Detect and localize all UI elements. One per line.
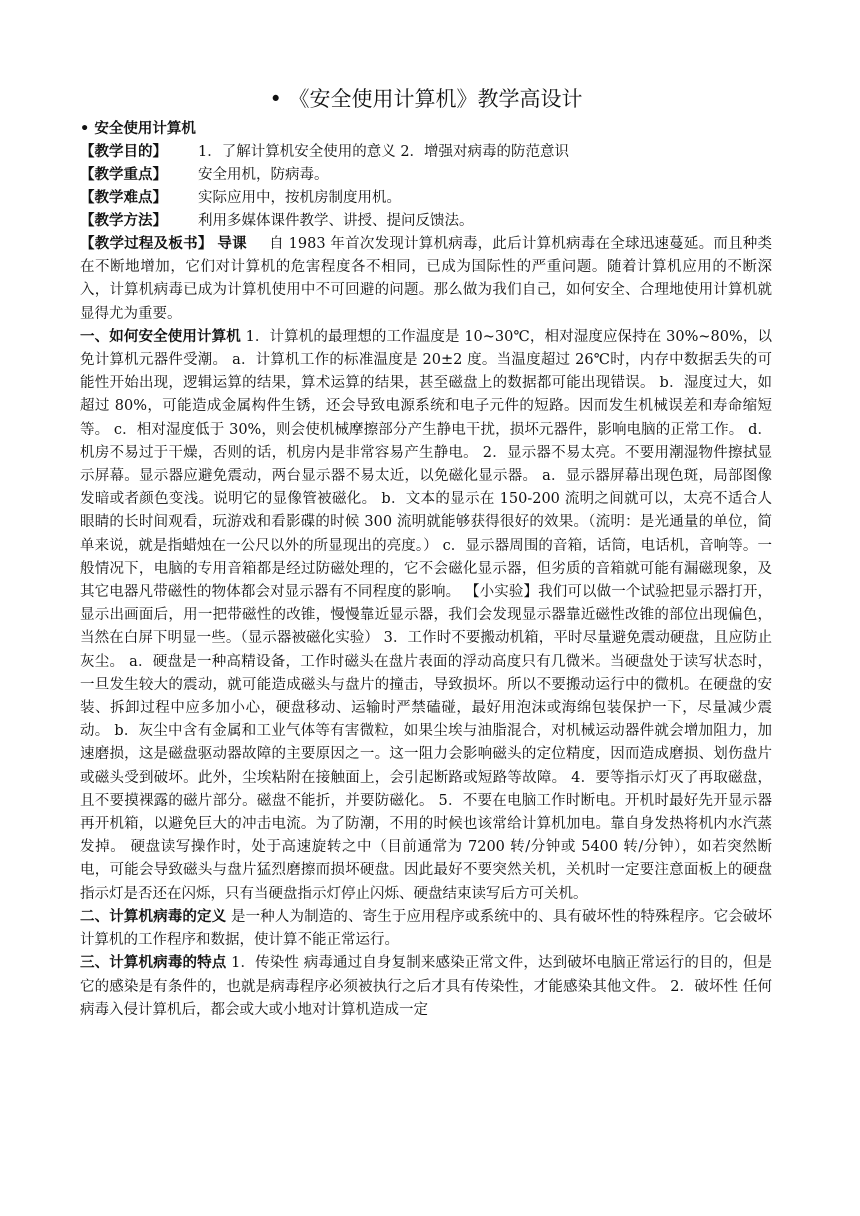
- section-3-heading: 三、计算机病毒的特点: [80, 955, 227, 972]
- key-points-label: 【教学重点】: [80, 167, 167, 183]
- section-2-text: 是一种人为制造的、寄生于应用程序或系统中的、具有破坏性的特殊程序。它会破坏计算机的工作程序和数据，使计算不能正常运行。: [80, 908, 773, 949]
- process-paragraph: [80, 233, 772, 326]
- subtitle-bullet: •: [80, 121, 90, 137]
- document-page: [80, 84, 772, 1022]
- key-points-row: [80, 164, 772, 187]
- title-text: 《安全使用计算机》教学高设计: [288, 87, 583, 111]
- intro-label: 导课: [217, 236, 247, 252]
- process-label: 【教学过程及板书】: [80, 236, 213, 252]
- section-1-heading: 一、如何安全使用计算机: [80, 328, 241, 345]
- methods-label: 【教学方法】: [80, 213, 167, 229]
- methods-text: 利用多媒体课件教学、讲授、提问反馈法。: [198, 213, 474, 229]
- section-2-paragraph: [80, 906, 772, 952]
- subtitle-text: 安全使用计算机: [94, 121, 196, 137]
- document-title: [80, 84, 772, 114]
- difficulties-row: [80, 187, 772, 210]
- subtitle: [80, 118, 772, 141]
- methods-row: [80, 210, 772, 233]
- section-2-heading: 二、计算机病毒的定义: [80, 908, 227, 925]
- key-points-text: 安全用机，防病毒。: [198, 167, 329, 183]
- section-3-text: 1．传染性 病毒通过自身复制来感染正常文件，达到破坏电脑正常运行的目的，但是它的感染是有条件的，也就是病毒程序必须被执行之后才具有传染性，才能感染其他文件。 2．破坏性 任何病毒入侵计算机后，都会或大或小地对计算机造成一定: [80, 955, 773, 1018]
- objectives-row: [80, 141, 772, 164]
- process-text: 自 1983 年首次发现计算机病毒，此后计算机病毒在全球迅速蔓延。而且种类在不断地增加，它们对计算机的危害程度各不相同，已成为国际性的严重问题。随着计算机应用的不断深入，计算机病毒已成为计算机使用中不可回避的问题。那么做为我们自己，如何安全、合理地使用计算机就显得尤为重要。: [80, 236, 773, 322]
- title-bullet: •: [269, 87, 282, 111]
- objectives-text: 1．了解计算机安全使用的意义 2．增强对病毒的防范意识: [198, 144, 570, 160]
- difficulties-text: 实际应用中，按机房制度用机。: [198, 190, 401, 206]
- section-1-text: 1．计算机的最理想的工作温度是 10~30℃，相对湿度应保持在 30%~80%，以免计算机元器件受潮。 a．计算机工作的标准温度是 20±2 度。当温度超过 26℃时，内存中数据丢失的可能性开始出现，逻辑运算的结果，算术运算的结果，甚至磁盘上的数据都可能出现错误。 b．湿度过大，如超过 80%，可能造成金属构件生锈，还会导致电源系统和电子元件的短路。因而发生机械误差和寿命缩短等。 c．相对湿度低于 30%，则会使机械摩擦部分产生静电干扰，损坏元器件，影响电脑的正常工作。 d．机房不易过于干燥，否则的话，机房内是非常容易产生静电。 2．显示器不易太亮。不要用潮湿物件擦拭显示屏幕。显示器应避免震动，两台显示器不易太近，以免磁化显示器。 a．显示器屏幕出现色斑，局部图像发暗或者颜色变浅。说明它的显像管被磁化。 b．文本的显示在 150-200 流明之间就可以，太亮不适合人眼睛的长时间观看，玩游戏和看影碟的时候 300 流明就能够获得很好的效果。（流明：是光通量的单位，简单来说，就是指蜡烛在一公尺以外的所显现出的亮度。） c．显示器周围的音箱，话筒，电话机，音响等。一般情况下，电脑的专用音箱都是经过防磁处理的，它不会磁化显示器，但劣质的音箱就可能有漏磁现象，及其它电器凡带磁性的物体都会对显示器有不同程度的影响。 【小实验】我们可以做一个试验把显示器打开，显示出画面后，用一把带磁性的改锥，慢慢靠近显示器，我们会发现显示器靠近磁性改锥的部位出现偏色，当然在白屏下明显一些。（显示器被磁化实验） 3．工作时不要搬动机箱，平时尽量避免震动硬盘，且应防止灰尘。 a．硬盘是一种高精设备，工作时磁头在盘片表面的浮动高度只有几微米。当硬盘处于读写状态时，一旦发生较大的震动，就可能造成磁头与盘片的撞击，导致损坏。所以不要搬动运行中的微机。在硬盘的安装、拆卸过程中应多加小心，硬盘移动、运输时严禁磕碰，最好用泡沫或海绵包装保护一下，尽量减少震动。 b．灰尘中含有金属和工业气体等有害微粒，如果尘埃与油脂混合，对机械运动器件就会增加阻力，加速磨损，这是磁盘驱动器故障的主要原因之一。这一阻力会影响磁头的定位精度，因而造成磨损、划伤盘片或磁头受到破坏。此外，尘埃粘附在接触面上，会引起断路或短路等故障。 4．要等指示灯灭了再取磁盘，且不要摸裸露的磁片部分。磁盘不能折，并要防磁化。 5．不要在电脑工作时断电。开机时最好先开显示器再开机箱，以避免巨大的冲击电流。为了防潮，不用的时候也该常给计算机加电。靠自身发热将机内水汽蒸发掉。 硬盘读写操作时，处于高速旋转之中（目前通常为 7200 转/分钟或 5400 转/分钟），如若突然断电，可能会导致磁头与盘片猛烈磨擦而损坏硬盘。因此最好不要突然关机，关机时一定要注意面板上的硬盘指示灯是否还在闪烁，只有当硬盘指示灯停止闪烁、硬盘结束读写后方可关机。: [80, 328, 772, 902]
- section-3-paragraph: [80, 952, 772, 1022]
- difficulties-label: 【教学难点】: [80, 190, 167, 206]
- objectives-label: 【教学目的】: [80, 144, 167, 160]
- section-1-paragraph: [80, 326, 772, 906]
